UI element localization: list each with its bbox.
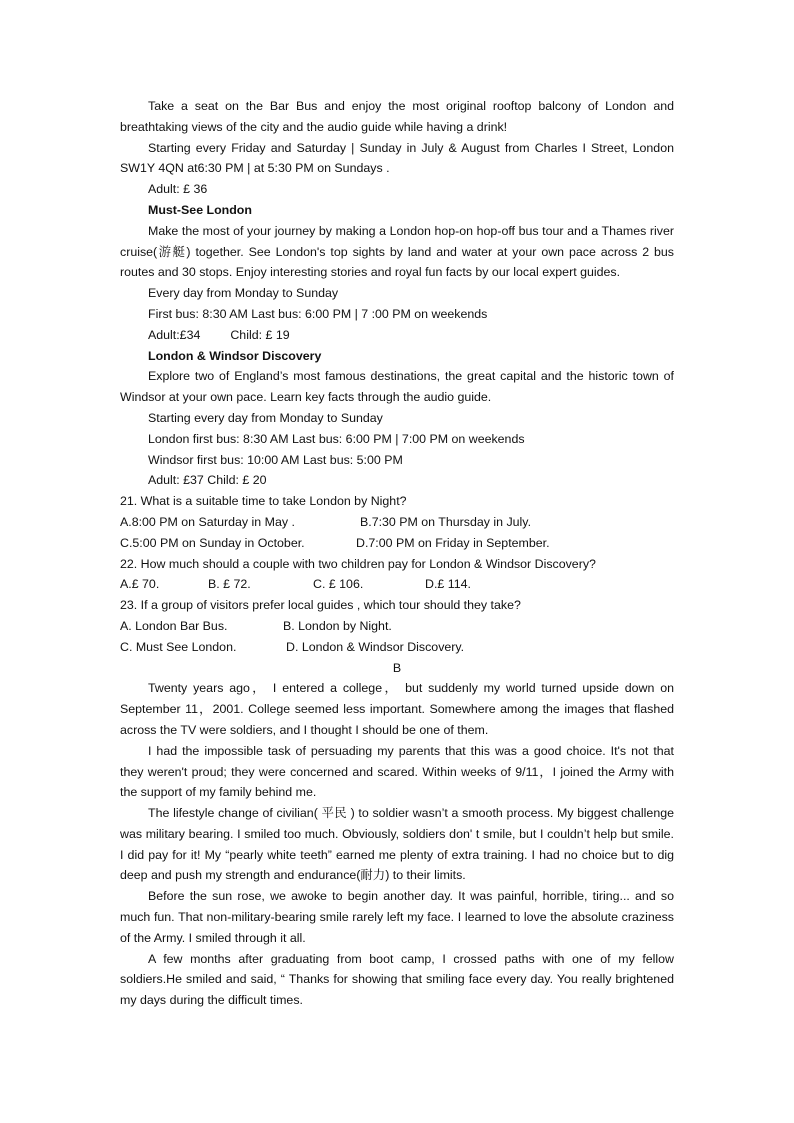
section-b-paragraph: The lifestyle change of civilian( 平民 ) to soldier wasn’t a smooth process. My biggest challenge was military bearing. I smiled too much. Obviously, soldiers don' t smile, but I couldn’t help but smile. I did pay for it! My “pearly white teeth” earned me plenty of extra training. I had no choice but to dig deep and push my strength and endurance(耐力) to their limits. [120, 806, 674, 883]
question-22-option-d: D.£ 114. [425, 577, 471, 592]
section-b-label: B [392, 660, 402, 675]
windsor-price: Adult: £37 Child: £ 20 [148, 473, 267, 488]
windsor-description: Explore two of England’s most famous destinations, the great capital and the historic town of Windsor at your own pace. Learn key facts through the audio guide. [120, 369, 674, 405]
question-23-option-a: A. London Bar Bus. [120, 618, 228, 633]
question-21-option-b: B.7:30 PM on Thursday in July. [360, 514, 532, 529]
windsor-days: Starting every day from Monday to Sunday [148, 410, 383, 425]
section-b-paragraph: I had the impossible task of persuading my parents that this was a good choice. It's not that they weren't proud; they were concerned and scared. Within weeks of 9/11，I joined the Army with the support of my family behind me. [120, 743, 674, 800]
question-23-option-d: D. London & Windsor Discovery. [286, 639, 465, 654]
must-see-days: Every day from Monday to Sunday [148, 286, 339, 301]
bar-bus-schedule: Starting every Friday and Saturday | Sunday in July & August from Charles I Street, London SW1Y 4QN at6:30 PM | at 5:30 PM on Sundays . [120, 140, 674, 176]
bar-bus-description: Take a seat on the Bar Bus and enjoy the most original rooftop balcony of London and breathtaking views of the city and the audio guide while having a drink! [120, 99, 674, 134]
question-23-option-c: C. Must See London. [120, 639, 237, 654]
question-22-option-c: C. £ 106. [313, 577, 364, 592]
must-see-price-adult: Adult:£34 [148, 327, 201, 342]
question-23: 23. If a group of visitors prefer local guides , which tour should they take? [120, 598, 521, 613]
windsor-london-buses: London first bus: 8:30 AM Last bus: 6:00 PM | 7:00 PM on weekends [148, 431, 525, 446]
question-21-options-row [120, 533, 674, 554]
section-b-paragraph: Before the sun rose, we awoke to begin another day. It was painful, horrible, tiring... and so much fun. That non-military-bearing smile rarely left my face. I learned to love the absolute craziness of the Army. I smiled through it all. [120, 889, 674, 945]
question-22-options-row [120, 574, 674, 595]
must-see-buses: First bus: 8:30 AM Last bus: 6:00 PM | 7 :00 PM on weekends [148, 306, 488, 321]
bar-bus-price: Adult: £ 36 [148, 182, 208, 197]
question-23-options-row [120, 637, 674, 658]
question-22: 22. How much should a couple with two children pay for London & Windsor Discovery? [120, 556, 596, 571]
question-22-option-b: B. £ 72. [208, 577, 251, 592]
question-21-options-row [120, 512, 674, 533]
must-see-price-child: Child: £ 19 [230, 327, 290, 342]
section-b-paragraph: A few months after graduating from boot camp, I crossed paths with one of my fellow soldiers.He smiled and said, “ Thanks for showing that smiling face every day. You really brightened my days during the difficult times. [120, 951, 674, 1008]
question-21: 21. What is a suitable time to take London by Night? [120, 494, 407, 509]
document-page [120, 96, 674, 1011]
must-see-title: Must-See London [148, 202, 252, 217]
section-b-paragraph: Twenty years ago， I entered a college， but suddenly my world turned upside down on September 11，2001. College seemed less important. Somewhere among the images that flashed across the TV were soldiers, and I thought I should be one of them. [120, 681, 674, 737]
question-23-option-b: B. London by Night. [283, 618, 392, 633]
question-21-option-a: A.8:00 PM on Saturday in May . [120, 514, 295, 529]
must-see-prices [120, 325, 674, 346]
question-22-option-a: A.£ 70. [120, 577, 160, 592]
question-21-option-d: D.7:00 PM on Friday in September. [356, 535, 550, 550]
windsor-title: London & Windsor Discovery [148, 348, 322, 363]
question-21-option-c: C.5:00 PM on Sunday in October. [120, 535, 305, 550]
must-see-description: Make the most of your journey by making a London hop-on hop-off bus tour and a Thames river cruise(游艇) together. See London's top sights by land and water at your own pace across 2 bus routes and 30 stops. Enjoy interesting stories and royal fun facts by our local expert guides. [120, 223, 674, 280]
windsor-windsor-buses: Windsor first bus: 10:00 AM Last bus: 5:00 PM [148, 452, 403, 467]
question-23-options-row [120, 616, 674, 637]
